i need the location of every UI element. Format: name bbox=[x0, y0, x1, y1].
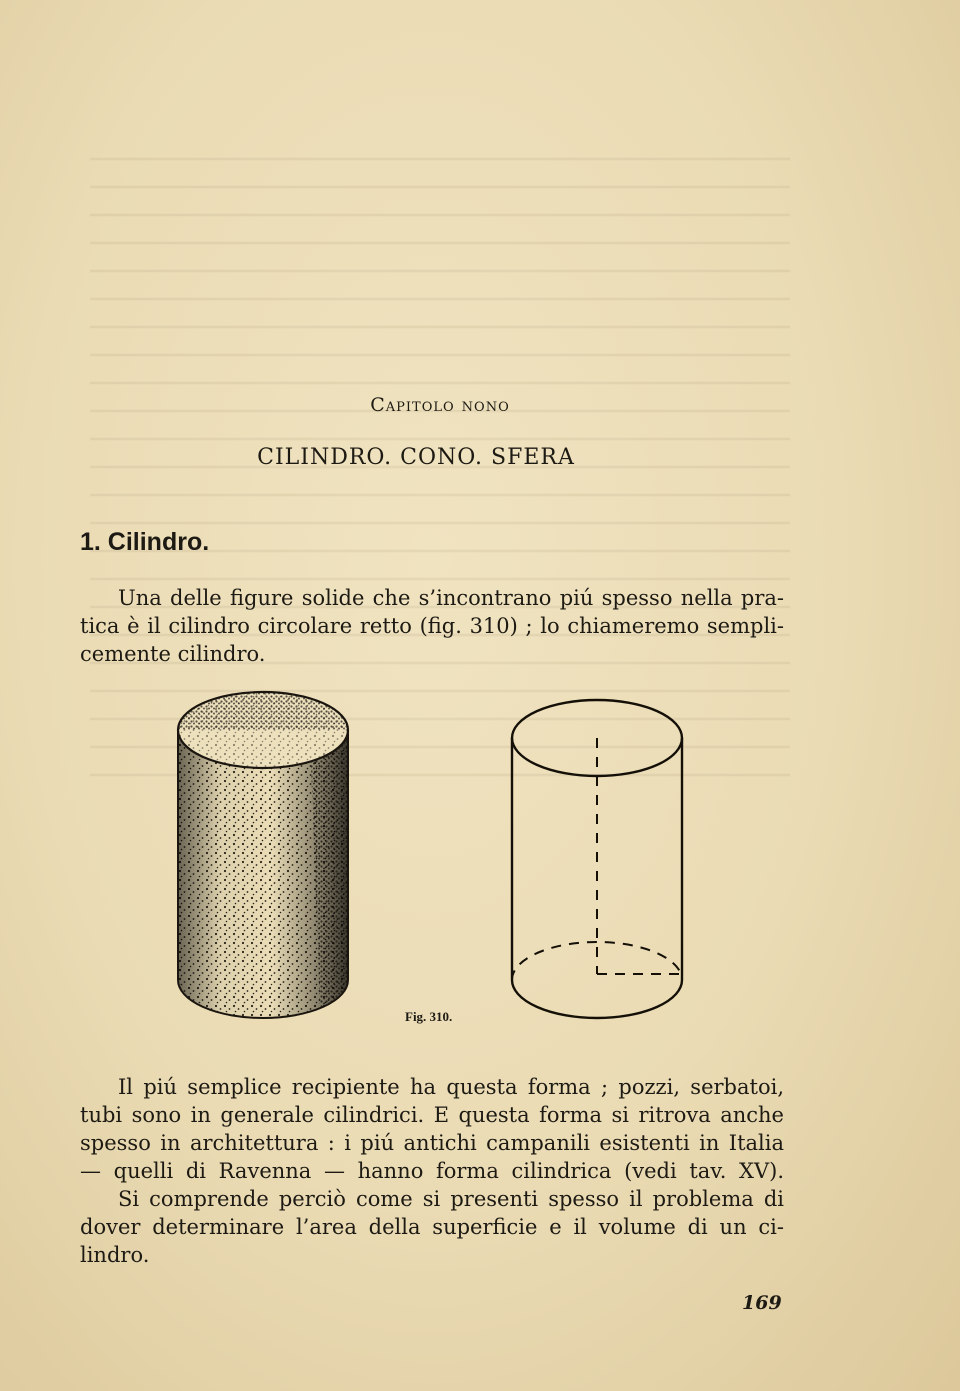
line-text: tica è il cilindro circolare retto (fig. 310) ; lo chiameremo sempli- bbox=[80, 614, 784, 638]
paragraph-line bbox=[80, 1129, 784, 1157]
line-text: Si comprende perciò come si presenti spesso il problema di bbox=[118, 1187, 784, 1211]
line-text: Una delle figure solide che s’incontrano piú spesso nella pra- bbox=[118, 586, 784, 610]
line-text: dover determinare l’area della superficie e il volume di un ci- bbox=[80, 1215, 784, 1239]
paragraph-line bbox=[80, 640, 784, 668]
section-heading: 1. Cilindro. bbox=[80, 528, 210, 556]
paragraph-line bbox=[80, 1185, 784, 1213]
paragraph-line bbox=[80, 1101, 784, 1129]
line-text: cemente cilindro. bbox=[80, 642, 266, 666]
paragraph-line bbox=[80, 1241, 784, 1269]
paragraph-line bbox=[80, 1157, 784, 1185]
wireframe-cylinder-drawing bbox=[512, 700, 682, 1018]
line-text: Il piú semplice recipiente ha questa forma ; pozzi, serbatoi, bbox=[118, 1075, 784, 1099]
page-number: 169 bbox=[742, 1292, 782, 1314]
paragraph-line bbox=[80, 1073, 784, 1101]
cylinder-figure bbox=[160, 680, 700, 1040]
line-text: tubi sono in generale cilindrici. E questa forma si ritrova anche bbox=[80, 1103, 784, 1127]
line-text: — quelli di Ravenna — hanno forma cilindrica (vedi tav. XV). bbox=[80, 1159, 784, 1183]
body-paragraph bbox=[80, 1073, 784, 1269]
paragraph-line bbox=[80, 584, 784, 612]
figure-caption: Fig. 310. bbox=[405, 1009, 453, 1024]
shaded-cylinder-drawing bbox=[178, 692, 348, 1018]
paragraph-line bbox=[80, 612, 784, 640]
chapter-label: Capitolo nono bbox=[370, 394, 510, 416]
line-text: lindro. bbox=[80, 1243, 150, 1267]
chapter-title: CILINDRO. CONO. SFERA bbox=[257, 445, 575, 470]
paragraph-line bbox=[80, 1213, 784, 1241]
intro-paragraph bbox=[80, 584, 784, 668]
line-text: spesso in architettura : i piú antichi campanili esistenti in Italia bbox=[80, 1131, 784, 1155]
